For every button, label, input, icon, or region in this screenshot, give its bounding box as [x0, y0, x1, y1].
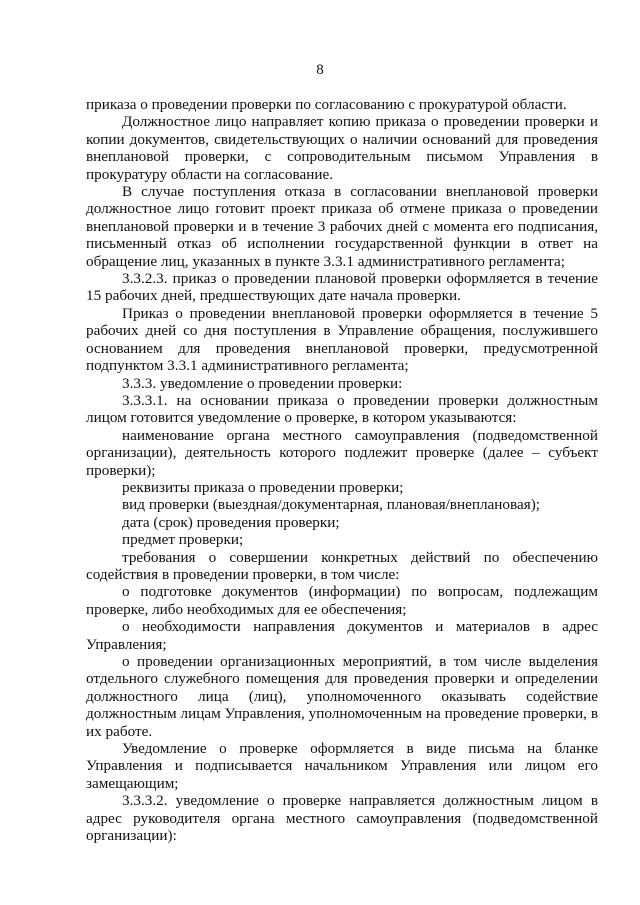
paragraph: о проведении организационных мероприятий, в том числе выделения отдельного служебного помещения для проведения проверки и определении должностного лица (лиц), уполномоченного оказывать содействие должностным лицам Управления, уполномоченным на проведение проверки, в их работе. [86, 653, 598, 740]
paragraph: 3.3.3.2. уведомление о проверке направляется должностным лицом в адрес руководителя органа местного самоуправления (подведомственной организации): [86, 792, 598, 845]
document-body [86, 96, 598, 844]
paragraph: о необходимости направления документов и материалов в адрес Управления; [86, 618, 598, 653]
paragraph: приказа о проведении проверки по согласованию с прокуратурой области. [86, 96, 567, 113]
paragraph: требования о совершении конкретных действий по обеспечению содействия в проведении проверки, в том числе: [86, 548, 598, 583]
paragraph: Уведомление о проверке оформляется в виде письма на бланке Управления и подписывается начальником Управления или лицом его замещающим; [86, 740, 598, 792]
paragraph: 3.3.3.1. на основании приказа о проведении проверки должностным лицом готовится уведомление о проверке, в котором указываются: [86, 391, 598, 427]
paragraph: наименование органа местного самоуправления (подведомственной организации), деятельность которого подлежит проверке (далее – субъект проверки); [86, 426, 598, 479]
paragraph: 3.3.2.3. приказ о проведении плановой проверки оформляется в течение 15 рабочих дней, предшествующих дате начала проверки. [86, 270, 598, 305]
paragraph: о подготовке документов (информации) по вопросам, подлежащим проверке, либо необходимых для ее обеспечения; [86, 583, 598, 618]
paragraph: дата (срок) проведения проверки; [122, 513, 340, 531]
paragraph: Приказ о проведении внеплановой проверки оформляется в течение 5 рабочих дней со дня поступления в Управление обращения, послужившего основанием для проведения внеплановой проверки, предусмотренной подпунктом 3.3.1 административного регламента; [86, 304, 598, 375]
paragraph: Должностное лицо направляет копию приказа о проведении проверки и копии документов, свидетельствующих о наличии оснований для проведения внеплановой проверки, с сопроводительным письмом Управления в прокуратуру области на согласование. [86, 113, 598, 183]
paragraph: реквизиты приказа о проведении проверки; [122, 478, 404, 496]
paragraph: предмет проверки; [122, 531, 244, 549]
paragraph: вид проверки (выездная/документарная, плановая/внеплановая); [122, 496, 540, 514]
paragraph: 3.3.3. уведомление о проведении проверки: [122, 374, 403, 392]
page-number: 8 [316, 62, 324, 78]
paragraph: В случае поступления отказа в согласовании внеплановой проверки должностное лицо готовит проект приказа об отмене приказа о проведении внеплановой проверки и в течение 3 рабочих дней с момента его подписания, письменный отказ об исполнении государственной функции в ответ на обращение лиц, указанных в пункте 3.3.1 административного регламента; [86, 183, 598, 270]
